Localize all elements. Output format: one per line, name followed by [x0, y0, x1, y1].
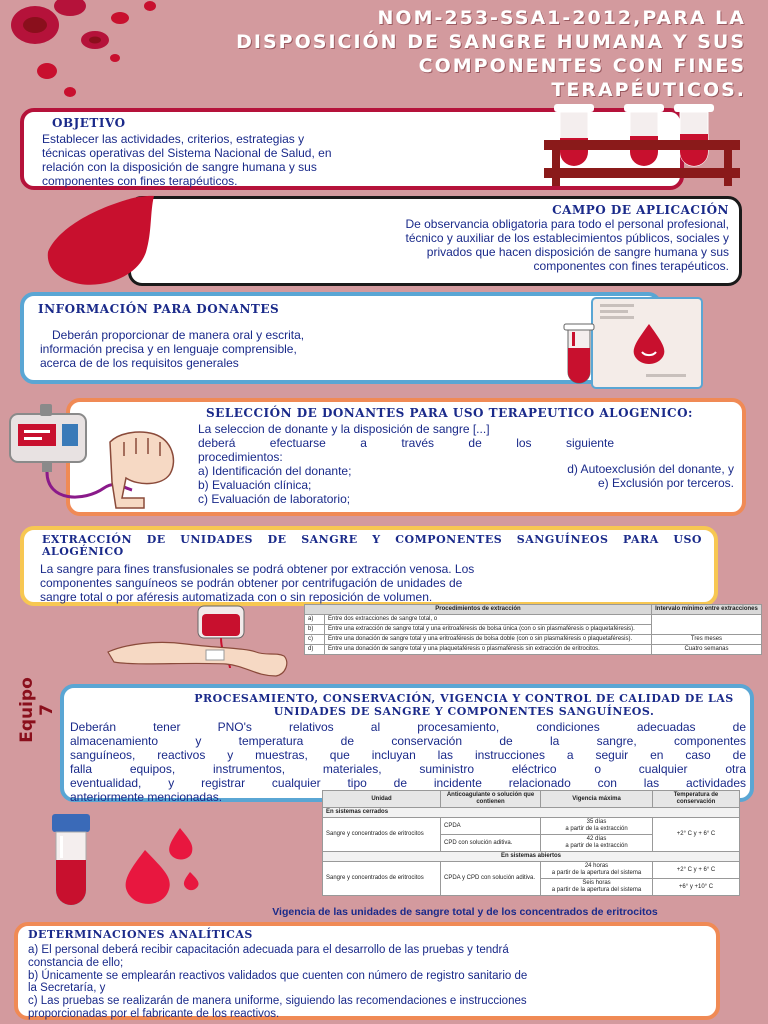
procesamiento-heading: PROCESAMIENTO, CONSERVACIÓN, VIGENCIA Y CONTROL DE CALIDAD DE LAS UNIDADES DE SANGRE Y COMPONENTES SANGUÍNEOS. — [194, 692, 734, 718]
page-title — [180, 6, 746, 102]
campo-heading: CAMPO DE APLICACIÓN — [552, 203, 729, 217]
list-item: e) Exclusión por terceros. — [597, 476, 734, 490]
determinaciones-text: a) El personal deberá recibir capacitación adecuada para el desarrollo de las pruebas y tendrá constancia de ello; b) Únicamente se emplearán reactivos validados que cuenten con número de registro sanitario de la Secretaría, y c) Las pruebas se realizarán de manera uniforme, siguiendo las recomendaciones e instrucciones proporcionadas por el fabricante de los reactivos. — [28, 944, 528, 1020]
determinaciones-card — [14, 922, 720, 1020]
determinaciones-heading: DETERMINACIONES ANALÍTICAS — [28, 928, 253, 941]
table-header: Temperatura de conservación — [653, 791, 740, 808]
iv-bag-icon — [4, 402, 184, 514]
table-header: Vigencia máxima — [541, 791, 653, 808]
lab-report-icon — [556, 294, 706, 390]
table-header: Unidad — [323, 791, 441, 808]
vigencia-table — [322, 790, 740, 896]
extraccion-table-wrap — [304, 604, 762, 655]
informacion-text: Deberán proporcionar de manera oral y escrita, información precisa y en lenguaje comprensible, acerca de de los requisitos generales — [40, 328, 305, 370]
seleccion-intro: La seleccion de donante y la disposición de sangre [...] deberá efectuarse a través de los siguiente procedimientos: — [198, 422, 614, 464]
blood-bag-arm-icon — [106, 604, 306, 684]
table-row: a) Entre dos extracciones de sangre total, o — [305, 615, 762, 625]
campo-card — [128, 196, 742, 286]
blood-cells-icon — [0, 0, 190, 100]
table-header: Anticoagulante o solución que contienen — [441, 791, 541, 808]
informacion-heading: INFORMACIÓN PARA DONANTES — [38, 302, 280, 316]
title-line: COMPONENTES CON FINES — [418, 55, 746, 77]
list-item: b) Evaluación clínica; — [198, 478, 312, 492]
table-row: En sistemas cerrados — [323, 808, 740, 818]
objetivo-text: Establecer las actividades, criterios, estrategias y técnicas operativas del Sistema Nacional de Salud, en relación con la disposición de sangre humana y sus componentes con fines terapéuticos. — [42, 132, 332, 188]
procesamiento-card — [60, 684, 754, 802]
seleccion-left-list — [198, 464, 351, 506]
extraccion-table — [304, 604, 762, 655]
title-line: DISPOSICIÓN DE SANGRE HUMANA Y SUS — [236, 31, 746, 53]
title-line: NOM-253-SSA1-2012,PARA LA — [377, 7, 746, 29]
blood-vial-icon — [40, 812, 210, 918]
table-caption: Vigencia de las unidades de sangre total y de los concentrados de eritrocitos — [272, 906, 658, 918]
vigencia-table-wrap — [322, 790, 740, 896]
list-item: a) Identificación del donante; — [198, 464, 352, 478]
list-item: d) Autoexclusión del donante, y — [567, 462, 734, 476]
seleccion-right-list — [567, 462, 734, 490]
table-row: En sistemas abiertos — [323, 852, 740, 862]
test-tubes-rack-icon — [542, 100, 752, 192]
procesamiento-text: Deberán tener PNO's relativos al procesamiento, condiciones adecuadas de almacenamiento y temperatura de conservación de la sangre, componentes sanguíneos, reactivos y muestras, que incluyan las instrucciones a seguir en caso de falla equipos, instrumentos, materiales, suministro eléctrico o cualquier otra eventualidad, y registrar cualquier tipo de incidente relacionado con las actividades anteriormente mencionadas. — [70, 720, 746, 804]
table-row: b) Entre una extracción de sangre total y una eritroaféresis de bolsa única (con o sin plasmaféresis o plaquetaféresis). — [305, 625, 762, 635]
team-label: Equipo 7 — [17, 677, 57, 743]
table-row: c) Entre una donación de sangre total y una eritroaféresis de bolsa doble (con o sin plasmaféresis o plaquetaféresis). Tres meses — [305, 635, 762, 645]
blood-drop-icon — [46, 192, 156, 288]
table-row: d) Entre una donación de sangre total y una plaquetaféresis o plasmaféresis sin extracción de eritrocitos. Cuatro semanas — [305, 645, 762, 655]
objetivo-heading: OBJETIVO — [52, 116, 126, 130]
extraccion-heading: EXTRACCIÓN DE UNIDADES DE SANGRE Y COMPONENTES SANGUÍNEOS PARA USO ALOGÉNICO — [42, 533, 702, 558]
table-header: Procedimientos de extracción — [305, 605, 652, 615]
table-row: Sangre y concentrados de eritrocitos CPDA y CPD con solución aditiva. 24 horas a partir de la apertura del sistema +2° C y + 6° C — [323, 862, 740, 879]
table-header: Intervalo mínimo entre extracciones — [651, 605, 761, 615]
extraccion-text: La sangre para fines transfusionales se podrá obtener por extracción venosa. Los componentes sanguíneos se podrán obtener por centrifugación de unidades de sangre total o por aféresis automatizada con o sin reposición de volumen. — [40, 562, 475, 604]
table-row: Seis horas a partir de la apertura del sistema +6° y +10° C — [323, 879, 740, 896]
campo-text: De observancia obligatoria para todo el personal profesional, técnico y auxiliar de los establecimientos públicos, sociales y privados que hacen disposición de sangre humana y sus componentes con fines terapéuticos. — [405, 217, 729, 273]
title-line: TERAPÉUTICOS. — [551, 79, 746, 101]
extraccion-card — [20, 526, 718, 606]
table-row: CPD con solución aditiva. 42 días a partir de la extracción — [323, 835, 740, 852]
seleccion-heading: SELECCIÓN DE DONANTES PARA USO TERAPEUTICO ALOGENICO: — [206, 406, 693, 420]
table-row: Sangre y concentrados de eritrocitos CPDA 35 días a partir de la extracción +2° C y + 6° C — [323, 818, 740, 835]
list-item: c) Evaluación de laboratorio; — [198, 492, 351, 506]
